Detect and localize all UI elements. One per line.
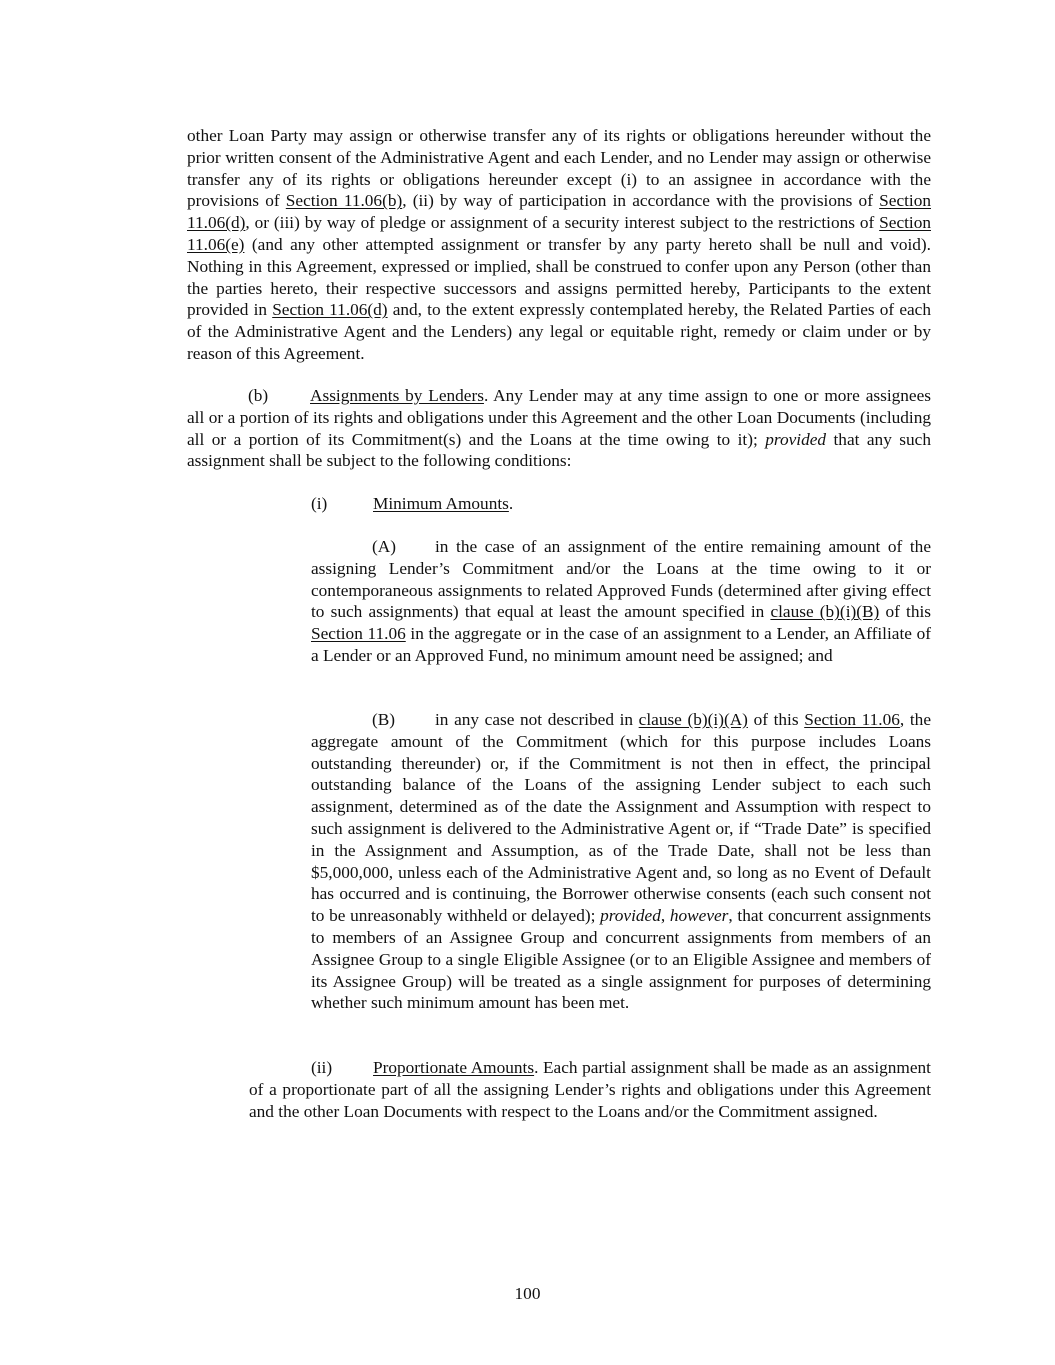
text: other Loan Party may assign or otherwise transfer any of its rights or obligations hereunder without the prior written consent of the Administrative Agent and each Lender, and no Lender may assign or otherwise transfer any of its rights or obligations hereunder except (i) to an assignee in accordance with the provisions of <box>187 126 931 211</box>
section-reference: Section 11.06(e) <box>187 213 931 254</box>
text: of this <box>879 602 931 622</box>
text: (and any other attempted assignment or transfer by any party hereto shall be null and void). Nothing in this Agreement, expressed or implied, shall be construed to confer upon any Person (other than the parties hereto, their respective successors and assigns permitted hereby, Participants to the extent provided in <box>187 234 931 320</box>
text: . Any Lender may at any time assign to one or more assignees all or a portion of its rights and obligations under this Agreement and the other Loan Documents (including all or a portion of its Commitment(s) and the Loans at the time owing to it); <box>187 386 931 449</box>
text: , that concurrent assignments to members of an Assignee Group and concurrent assignments from members of an Assignee Group to a single Eligible Assignee (or to an Eligible Assignee and members of its Assignee Group) will be treated as a single assignment for purposes of determining whether such minimum amount has been met. <box>311 906 932 1013</box>
section-reference: Section 11.06 <box>804 710 900 729</box>
text: . Each partial assignment shall be made as an assignment of a proportionate part of all the assigning Lender’s rights and obligations under this Agreement and the other Loan Documents with respect to the Loans and/or the Commitment assigned. <box>249 1058 931 1121</box>
text: of this <box>747 710 805 729</box>
paragraph-minimum-amounts <box>311 493 931 515</box>
clause-label: (ii) <box>311 1058 333 1077</box>
italic-text: provided <box>765 429 827 449</box>
clause-heading: Minimum Amounts <box>373 494 509 513</box>
clause-label: (b) <box>248 386 269 405</box>
section-reference: Section 11.06(d) <box>272 300 388 320</box>
paragraph-clause-a <box>311 536 931 667</box>
text: that any such assignment shall be subject to the following conditions: <box>187 429 931 471</box>
clause-heading: Proportionate Amounts <box>373 1058 535 1077</box>
text: . <box>508 494 514 513</box>
clause-label: (i) <box>311 494 328 513</box>
italic-text: provided <box>600 906 661 926</box>
text: in the case of an assignment of the entire remaining amount of the assigning Lender’s Commitment and/or the Loans at the time owing to it or contemporaneous assignments to related Approved Funds (determined after giving effect to such assignments) that equal at least the amount specified in <box>311 537 931 622</box>
page-number: 100 <box>514 1284 541 1303</box>
text: , or (iii) by way of pledge or assignment of a security interest subject to the restrictions of <box>245 213 880 233</box>
clause-heading: Assignments by Lenders <box>310 386 484 405</box>
text: in the aggregate or in the case of an assignment to a Lender, an Affiliate of a Lender or an Approved Fund, no minimum amount need be assigned; and <box>311 624 931 665</box>
paragraph-assignments-by-lenders <box>187 385 931 472</box>
italic-text: however <box>669 906 729 926</box>
clause-label: (A) <box>372 537 396 556</box>
text: , the aggregate amount of the Commitment (which for this purpose includes Loans outstanding thereunder) or, if the Commitment is not then in effect, the principal outstanding balance of the Loans of the assigning Lender subject to each such assignment, determined as of the date the Assignment and Assumption with respect to such assignment is delivered to the Administrative Agent or, if “Trade Date” is specified in the Assignment and Assumption, as of the Trade Date, shall not be less than $5,000,000, unless each of the Administrative Agent and, so long as no Event of Default has occurred and is continuing, the Borrower otherwise consents (each such consent not to be unreasonably withheld or delayed); <box>311 710 931 926</box>
text: and, to the extent expressly contemplated hereby, the Related Parties of each of the Administrative Agent and the Lenders) any legal or equitable right, remedy or claim under or by reason of this Agreement. <box>187 300 931 363</box>
section-reference: Section 11.06 <box>311 624 406 644</box>
section-reference: Section 11.06(d) <box>187 191 931 233</box>
clause-label: (B) <box>372 710 396 729</box>
paragraph-assignment-restrictions <box>187 125 931 365</box>
text: in any case not described in <box>435 710 639 729</box>
paragraph-proportionate-amounts <box>249 1057 931 1122</box>
text: , (ii) by way of participation in accordance with the provisions of <box>402 191 880 211</box>
text: , <box>660 906 670 926</box>
clause-reference: clause (b)(i)(B) <box>770 602 880 622</box>
section-reference: Section 11.06(b) <box>285 191 403 211</box>
clause-reference: clause (b)(i)(A) <box>638 710 748 729</box>
paragraph-clause-b <box>311 709 931 1014</box>
